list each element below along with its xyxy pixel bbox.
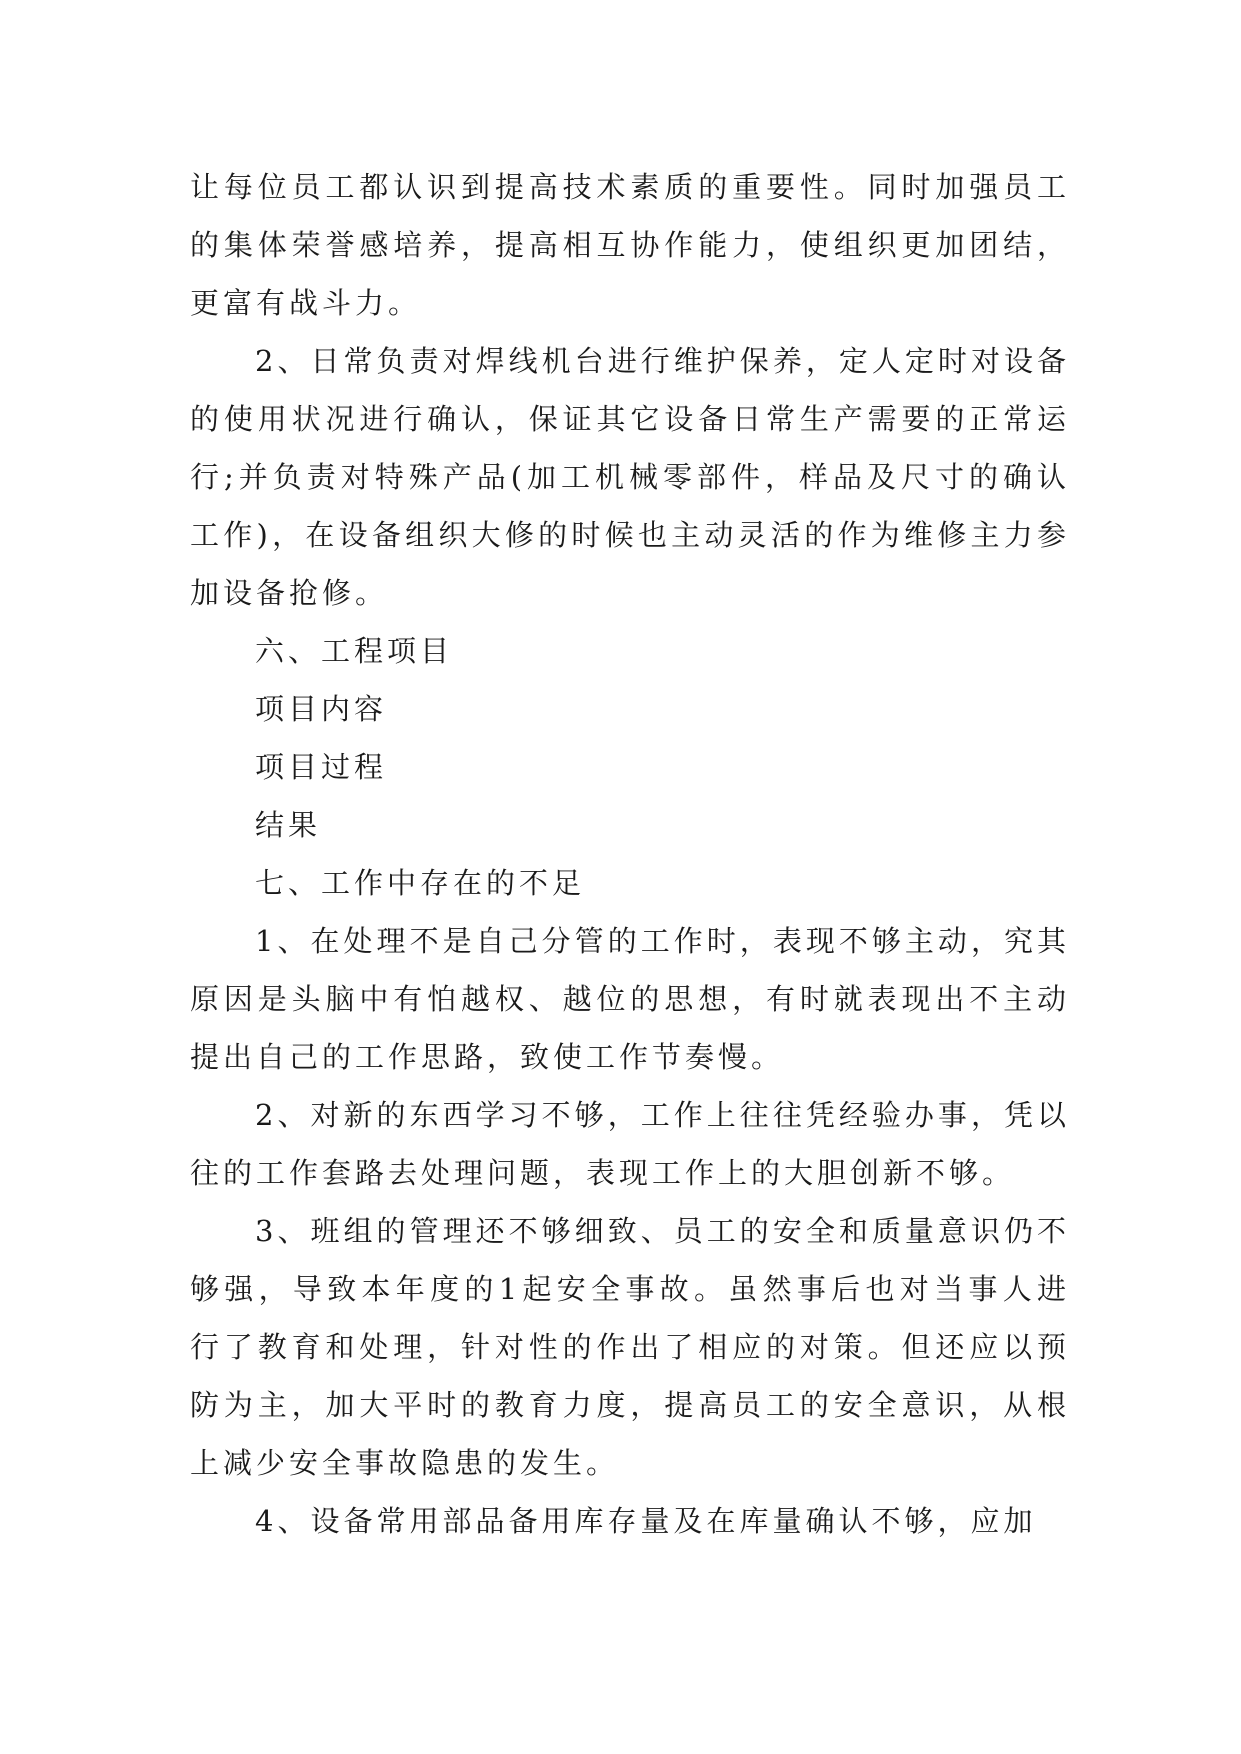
- project-content-line: 项目内容: [255, 692, 388, 726]
- paragraph-item-2-equipment: 2、日常负责对焊线机台进行维护保养，定人定时对设备的使用状况进行确认，保证其它设备日常生产需要的正常运行;并负责对特殊产品(加工机械零部件，样品及尺寸的确认工作)，在设备组织大修的时候也主动灵活的作为维修主力参加设备抢修。: [190, 344, 1070, 610]
- project-result-line: 结果: [255, 808, 322, 842]
- paragraph-continuation: 让每位员工都认识到提高技术素质的重要性。同时加强员工的集体荣誉感培养，提高相互协作能力，使组织更加团结，更富有战斗力。: [190, 170, 1070, 320]
- document-body: [190, 158, 1070, 1550]
- section-heading-shortcomings: 七、工作中存在的不足: [255, 866, 586, 900]
- shortcoming-item-1: 1、在处理不是自己分管的工作时，表现不够主动，究其原因是头脑中有怕越权、越位的思想，有时就表现出不主动提出自己的工作思路，致使工作节奏慢。: [190, 924, 1070, 1074]
- shortcoming-item-3: 3、班组的管理还不够细致、员工的安全和质量意识仍不够强，导致本年度的1起安全事故。虽然事后也对当事人进行了教育和处理，针对性的作出了相应的对策。但还应以预防为主，加大平时的教育力度，提高员工的安全意识，从根上减少安全事故隐患的发生。: [190, 1214, 1070, 1480]
- project-process-line: 项目过程: [255, 750, 388, 784]
- shortcoming-item-2: 2、对新的东西学习不够，工作上往往凭经验办事，凭以往的工作套路去处理问题，表现工作上的大胆创新不够。: [190, 1098, 1070, 1190]
- shortcoming-item-4: 4、设备常用部品备用库存量及在库量确认不够，应加: [255, 1504, 1037, 1538]
- section-heading-projects: 六、工程项目: [255, 634, 454, 668]
